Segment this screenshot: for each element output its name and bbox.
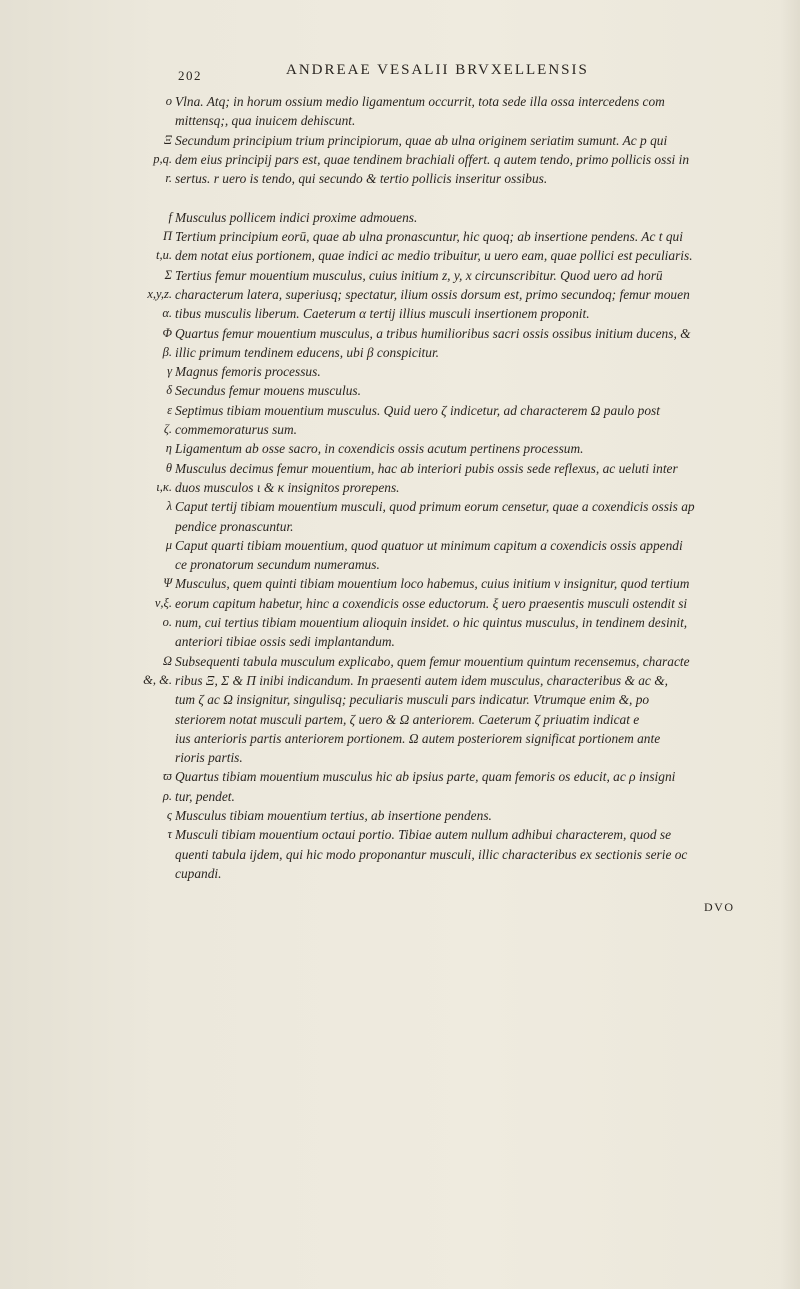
legend-marker: γ <box>167 364 172 379</box>
legend-text-line: sertus. r uero is tendo, qui secundo & tertio pollicis inseritur ossibus. <box>175 171 548 187</box>
legend-text-line: quenti tabula ijdem, qui hic modo proponantur musculi, illic characteribus ex sectionis serie oc <box>175 846 688 862</box>
legend-marker: δ <box>166 383 172 398</box>
legend-marker: τ <box>167 827 172 842</box>
legend-text-line: rioris partis. <box>175 750 243 766</box>
legend-line <box>120 150 800 169</box>
legend-line <box>120 787 800 806</box>
legend-marker: α. <box>162 306 172 321</box>
legend-line <box>120 632 800 651</box>
legend-line <box>120 381 800 400</box>
legend-marker: Ψ <box>163 576 172 591</box>
legend-line <box>120 652 800 671</box>
legend-line <box>120 343 800 362</box>
legend-marker: x,y,z. <box>147 286 172 301</box>
legend-text-line: Musculi tibiam mouentium octaui portio. Tibiae autem nullum adhibui characterem, quod se <box>175 827 672 843</box>
legend-text-line: Magnus femoris processus. <box>175 364 321 380</box>
page-number: 202 <box>178 68 202 83</box>
legend-text-line: Musculus pollicem indici proxime admouens. <box>175 209 418 225</box>
legend-text-line: Quartus tibiam mouentium musculus hic ab ipsius parte, quam femoris os educit, ac ρ insigni <box>175 769 676 785</box>
page-edge-shadow <box>780 0 800 1289</box>
legend-text-line: dem eius principij pars est, quae tendinem brachiali offert. q autem tendo, primo pollicis ossi in <box>175 151 690 167</box>
legend-text-line: tum ζ ac Ω insignitur, singulisq; peculiaris musculi pars indicatur. Vtrumque enim &, po <box>175 692 650 708</box>
legend-line <box>120 208 800 227</box>
legend-line <box>120 227 800 246</box>
legend-text <box>120 92 800 883</box>
legend-marker: Σ <box>164 267 172 282</box>
legend-marker: θ <box>165 460 172 475</box>
legend-text-line: Tertius femur mouentium musculus, cuius initium z, y, x circunscribitur. Quod uero ad horū <box>175 267 663 283</box>
legend-line <box>120 748 800 767</box>
legend-marker: β. <box>162 344 172 359</box>
legend-marker: Ω <box>162 653 172 668</box>
legend-marker: p,q. <box>153 151 172 166</box>
legend-line <box>120 806 800 825</box>
legend-marker: f <box>168 209 172 224</box>
legend-marker: η <box>165 441 172 456</box>
legend-line <box>120 497 800 516</box>
legend-line <box>120 401 800 420</box>
legend-text-line: commemoraturus sum. <box>175 422 297 438</box>
legend-line <box>120 304 800 323</box>
legend-marker: t,u. <box>156 248 172 263</box>
legend-line <box>120 420 800 439</box>
legend-text-line: Secundum principium trium principiorum, quae ab ulna originem seriatim sumunt. Ac p qui <box>175 132 668 148</box>
legend-line <box>120 111 800 130</box>
legend-marker: r. <box>165 171 172 186</box>
legend-marker: o. <box>162 615 172 630</box>
legend-text-line: ius anterioris partis anteriorem portionem. Ω autem posteriorem significat portionem ante <box>175 730 661 746</box>
legend-text-line: Musculus decimus femur mouentium, hac ab interiori pubis ossis sede reflexus, ac ueluti inter <box>175 460 678 476</box>
legend-text-line: Vlna. Atq; in horum ossium medio ligamentum occurrit, tota sede illa ossa intercedens com <box>175 94 665 109</box>
legend-text-line: ribus Ξ, Σ & Π inibi indicandum. In praesenti autem idem musculus, characteribus & ac &, <box>175 672 668 688</box>
legend-text-line: tur, pendet. <box>175 788 235 804</box>
legend-text-line: Caput tertij tibiam mouentium musculi, quod primum eorum censetur, quae a coxendicis ossis ap <box>175 499 695 515</box>
legend-line <box>120 459 800 478</box>
legend-text-line: Secundus femur mouens musculus. <box>175 383 361 399</box>
legend-text-line: Musculus, quem quinti tibiam mouentium loco habemus, cuius initium ν insignitur, quod tertium <box>175 576 690 592</box>
legend-line <box>120 285 800 304</box>
legend-marker: ε <box>167 402 172 417</box>
legend-line <box>120 324 800 343</box>
legend-text-line: tibus musculis liberum. Caeterum α tertij illius musculi insertionem proponit. <box>175 306 590 322</box>
legend-text-line: Septimus tibiam mouentium musculus. Quid uero ζ indicetur, ad characterem Ω paulo post <box>175 402 660 418</box>
legend-text-line: duos musculos ι & κ insignitos prorepens. <box>175 479 400 495</box>
legend-line <box>120 825 800 844</box>
legend-text-line: eorum capitum habetur, hinc a coxendicis osse eductorum. ξ uero praesentis musculi ostendit si <box>175 595 688 611</box>
legend-marker: ν,ξ. <box>154 595 172 610</box>
legend-text-line: ce pronatorum secundum numeramus. <box>175 557 380 573</box>
legend-line <box>120 517 800 536</box>
legend-text-line: Subsequenti tabula musculum explicabo, quem femur mouentium quintum recensemus, characte <box>175 653 690 669</box>
legend-line <box>120 574 800 593</box>
legend-line <box>120 188 800 207</box>
legend-line <box>120 710 800 729</box>
legend-text-line: characterum latera, superiusq; spectatur, ilium ossis dorsum est, primo secundoq; femur mouen <box>175 286 690 302</box>
legend-marker: ς <box>166 807 172 822</box>
legend-text-line: pendice pronascuntur. <box>175 518 294 534</box>
legend-line <box>120 536 800 555</box>
catchword: DVO <box>704 900 735 914</box>
legend-line <box>120 362 800 381</box>
legend-line <box>120 767 800 786</box>
legend-marker: λ <box>166 499 172 514</box>
legend-text-line: anteriori tibiae ossis sedi implantandum. <box>175 634 395 650</box>
legend-line <box>120 613 800 632</box>
legend-marker: Ξ <box>164 132 172 147</box>
legend-line <box>120 169 800 188</box>
legend-marker: ϖ <box>163 769 172 784</box>
legend-text-line: Quartus femur mouentium musculus, a tribus humilioribus sacri ossis ossibus initium ducens, & <box>175 325 691 341</box>
legend-marker: ρ. <box>162 788 172 803</box>
legend-line <box>120 131 800 150</box>
legend-marker: o <box>165 94 172 108</box>
legend-line <box>120 439 800 458</box>
legend-text-line: illic primum tendinem educens, ubi β conspicitur. <box>175 344 440 360</box>
legend-line <box>120 594 800 613</box>
legend-marker: Π <box>162 229 172 244</box>
running-head: ANDREAE VESALII BRVXELLENSIS <box>286 62 589 78</box>
legend-text-line: cupandi. <box>175 865 222 881</box>
legend-line <box>120 671 800 690</box>
legend-line <box>120 845 800 864</box>
legend-marker: μ <box>165 537 172 552</box>
legend-text-line: mittensq;, qua inuicem dehiscunt. <box>175 113 356 129</box>
legend-text-line: Musculus tibiam mouentium tertius, ab insertione pendens. <box>175 807 492 823</box>
legend-line <box>120 246 800 265</box>
legend-text-line: Ligamentum ab osse sacro, in coxendicis ossis acutum pertinens processum. <box>175 441 584 457</box>
legend-text-line: num, cui tertius tibiam mouentium alioquin insidet. o hic quintus musculus, in tendinem desinit, <box>175 615 688 631</box>
legend-line <box>120 864 800 883</box>
legend-line <box>120 266 800 285</box>
legend-line <box>120 690 800 709</box>
legend-marker: ι,κ. <box>156 479 172 494</box>
legend-text-line: Caput quarti tibiam mouentium, quod quatuor ut minimum capitum a coxendicis ossis appendi <box>175 537 683 553</box>
legend-line <box>120 478 800 497</box>
legend-marker: ζ. <box>163 422 172 437</box>
page-header <box>178 62 710 84</box>
legend-text-line: steriorem notat musculi partem, ζ uero & Ω anteriorem. Caeterum ζ priuatim indicat e <box>175 711 640 727</box>
legend-marker: Φ <box>162 325 172 340</box>
legend-line <box>120 555 800 574</box>
legend-line <box>120 729 800 748</box>
legend-text-line: Tertium principium eorū, quae ab ulna pronascuntur, hic quoq; ab insertione pendens. Ac t qui <box>175 229 683 245</box>
legend-marker: &, &. <box>143 672 172 687</box>
legend-text-line: dem notat eius portionem, quae indici ac medio tribuitur, u uero eam, quae pollici est peculiaris. <box>175 248 693 264</box>
legend-line <box>120 92 800 111</box>
